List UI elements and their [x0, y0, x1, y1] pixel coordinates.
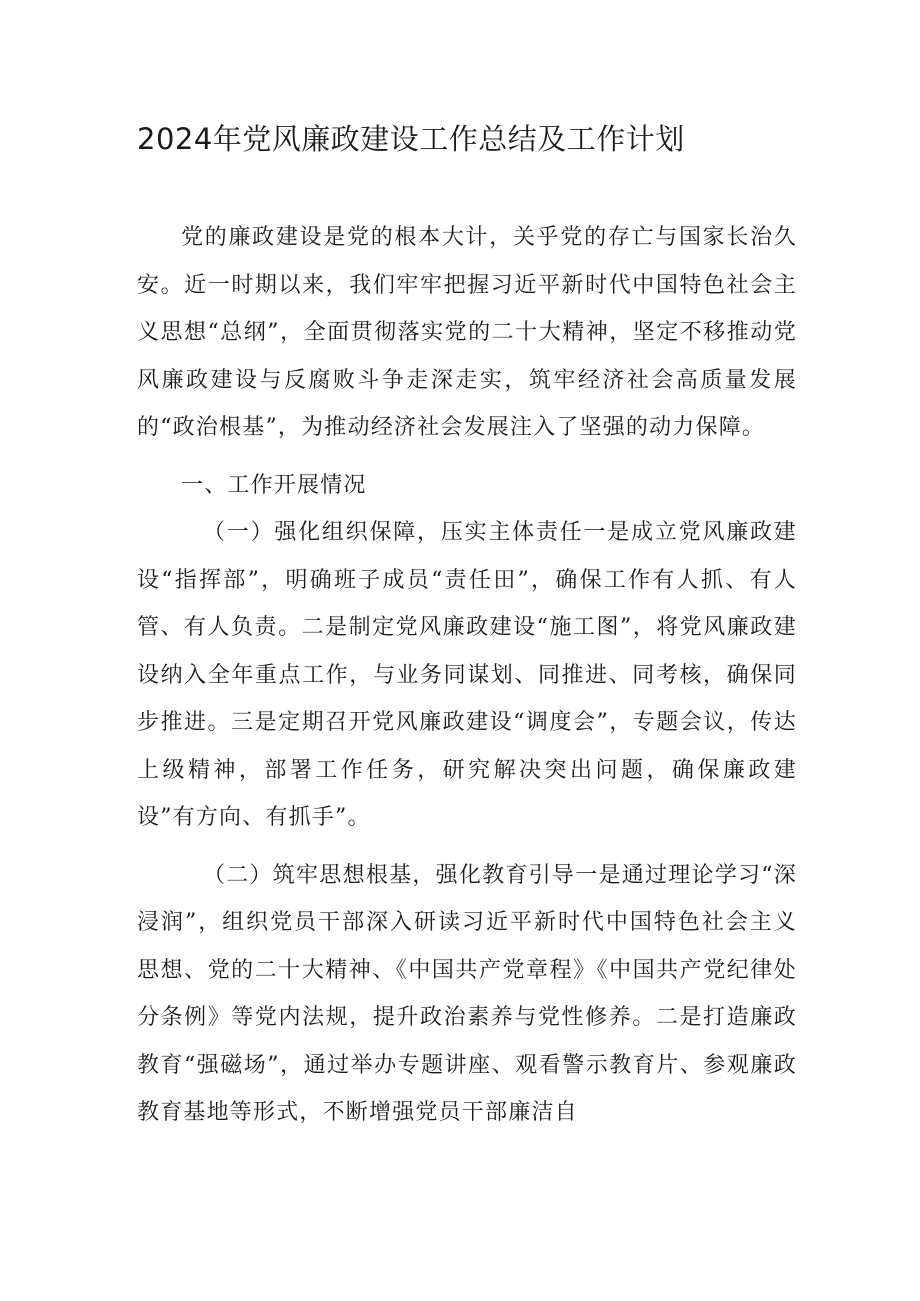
document-title: 2024年党风廉政建设工作总结及工作计划 — [137, 122, 685, 156]
subsection-paragraph-2: （二）筑牢思想根基，强化教育引导一是通过理论学习“深浸润”，组织党员干部深入研读习近平新时代中国特色社会主义思想、党的二十大精神、《中国共产党章程》《中国共产党纪律处分条例》等党内法规，提升政治素养与党性修养。二是打造廉政教育“强磁场”，通过举办专题讲座、观看警示教育片、参观廉政教育基地等形式，不断增强党员干部廉洁自 — [137, 862, 797, 1125]
paragraph-gap — [137, 452, 797, 462]
section-heading: 一、工作开展情况 — [181, 472, 367, 498]
subsection-paragraph-1: （一）强化组织保障，压实主体责任一是成立党风廉政建设“指挥部”，明确班子成员“责任田”，确保工作有人抓、有人管、有人负责。二是制定党风廉政建设“施工图”，将党风廉政建设纳入全年重点工作，与业务同谋划、同推进、同考核，确保同步推进。三是定期召开党风廉政建设“调度会”，专题会议，传达上级精神，部署工作任务，研究解决突出问题，确保廉政建设”有方向、有抓手”。 — [137, 520, 797, 830]
paragraph-gap — [137, 842, 797, 852]
document-body — [137, 214, 797, 1137]
intro-paragraph: 党的廉政建设是党的根本大计，关乎党的存亡与国家长治久安。近一时期以来，我们牢牢把握习近平新时代中国特色社会主义思想“总纲”，全面贯彻落实党的二十大精神，坚定不移推动党风廉政建设与反腐败斗争走深走实，筑牢经济社会高质量发展的“政治根基”，为推动经济社会发展注入了坚强的动力保障。 — [137, 225, 797, 440]
